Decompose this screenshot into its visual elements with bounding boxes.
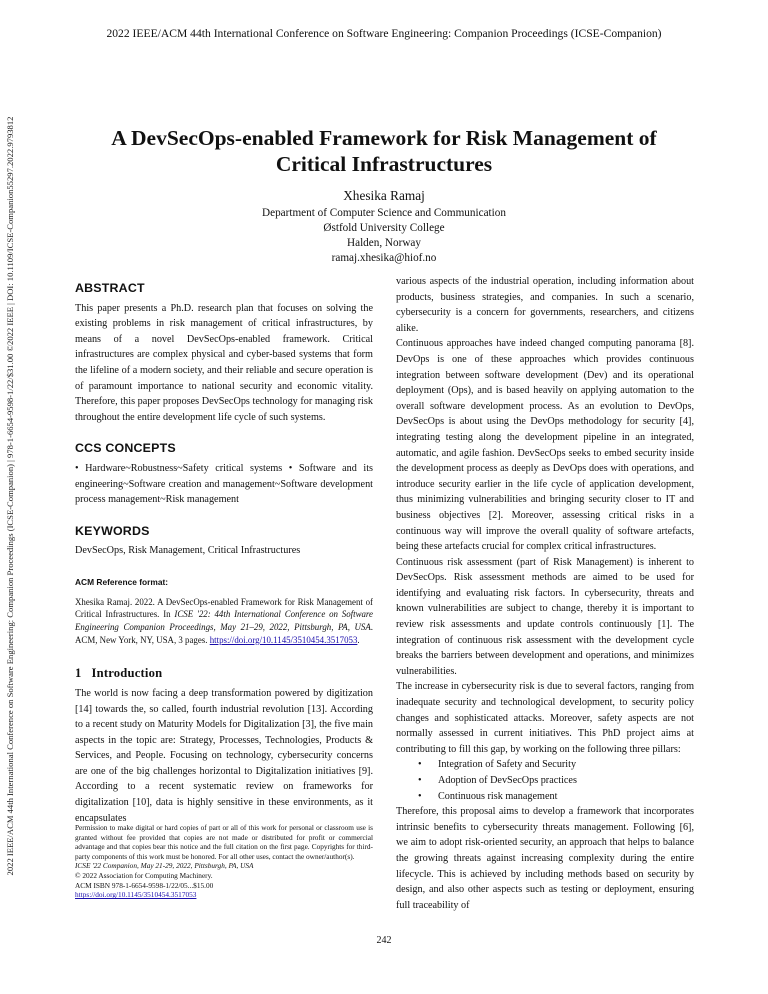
ccs-heading: CCS CONCEPTS xyxy=(75,441,176,456)
bullet-icon: • xyxy=(418,759,422,771)
reference-doi-suffix: . xyxy=(357,634,360,645)
college: Østfold University College xyxy=(323,222,445,234)
bullet-icon: • xyxy=(418,775,422,786)
title-line-2: Critical Infrastructures xyxy=(275,152,493,176)
body-paragraph-4: The increase in cybersecurity risk is due to several factors, ranging from inadequate security and technological development, to security policy changes and sophisticated attacks. Moreover, safety aspects are not normally assessed in current initiatives. This PhD project aims at contributing to fill this gap, by working on the following three pillars: xyxy=(396,681,694,755)
body-paragraph-2: Continuous approaches have indeed changed computing panorama [8]. DevOps is one of these approaches which provides continuous integration between software development (Dev) and its operational deployment (Ops), and is based heavily on applying automation to the overall software development process. As an evolution to DevOps, DevSecOps is about using the DevOps methodology for security [4], integrating testing along the development pipeline in an integrated, automatic, and agile fashion. DevSecOps seeks to embed security inside the development process as deeply as DevOps does with operations, and introduce security earlier in the life cycle of application development, thus minimizing vulnerabilities and bringing security closer to IT and business objectives [2]. Moreover, assessing critical risks in a continuous way will improve the overall quality of software artefacts, being these artefacts crucial for complex critical infrastructures. xyxy=(396,338,694,553)
permission-notice xyxy=(75,823,373,900)
list-item-text: Continuous risk management xyxy=(438,790,558,802)
introduction-heading: 1 Introduction xyxy=(75,666,163,681)
permission-text: Permission to make digital or hard copies of part or all of this work for personal or classroom use is granted without fee provided that copies are not made or distributed for profit or commercial advantage and that copies bear this notice and the full citation on the first page. Copyrights for third-party components of this work must be honored. For all other uses, contact the owner/author(s). xyxy=(75,823,373,861)
reference-citation: Xhesika Ramaj. 2022. A DevSecOps-enabled Framework for Risk Management of Critical Infrastructures. In xyxy=(75,596,373,620)
permission-venue xyxy=(75,861,373,871)
reference-venue: ICSE '22: 44th International Conference on Software Engineering Companion Proceedings, May 21–29, 2022, Pittsburgh, PA, USA xyxy=(75,609,373,632)
reference-publisher: . ACM, New York, NY, USA, 3 pages. xyxy=(75,621,373,645)
acm-reference-heading: ACM Reference format: xyxy=(75,576,169,587)
author-name: Xhesika Ramaj xyxy=(343,188,425,203)
introduction-section xyxy=(75,666,373,826)
list-item xyxy=(396,757,694,773)
body-paragraph-1: various aspects of the industrial operation, including information about products, business strategies, and companies. In such a scenario, cybersecurity is a concern for governments, researchers, and citizens alike. xyxy=(396,276,694,334)
affiliation xyxy=(0,206,768,266)
list-item-text: Adoption of DevSecOps practices xyxy=(438,775,577,786)
list-item-text: Integration of Safety and Security xyxy=(438,759,577,771)
ccs-section xyxy=(75,441,373,507)
acm-reference-section xyxy=(75,575,373,646)
abstract-text: This paper presents a Ph.D. research plan that focuses on solving the existing problems in risk management of critical infrastructures, by means of a novel DevSecOps-enabled framework. Critical infrastructures are complex physical and cyber-based systems that form the lifeline of a modern society, and their reliable and secure operation is of paramount importance to national security and economic vitality. Therefore, this paper proposes DevSecOps technology for managing risk throughout the entire development life cycle of such systems. xyxy=(75,302,373,423)
sidebar-text: 2022 IEEE/ACM 44th International Conference on Software Engineering: Companion Proceedings (ICSE-Companion) | 978-1-6654-9598-1/22/$31.00 ©2022 IEEE | DOI: 10.1109/ICSE-Companion55297.2022.9793812 xyxy=(5,116,15,876)
email[interactable]: ramaj.xhesika@hiof.no xyxy=(331,252,437,264)
keywords-heading: KEYWORDS xyxy=(75,523,150,538)
introduction-text: The world is now facing a deep transformation powered by digitization [14] towards the, so called, fourth industrial revolution [13]. According to a recent study on Maturity Models for Digitalization [3], the five main aspects in the topic are: Strategy, Processes, Technologies, Products & Services, and People. Focusing on technology, cybersecurity concerns are one of the big challenges horizontal to Digitalization initiatives [9]. According to a recent systematic review on frameworks for digitalization [10], data is highly sensitive in these environments, as it encapsulates xyxy=(75,687,373,824)
list-item xyxy=(396,789,694,805)
abstract-heading: ABSTRACT xyxy=(75,281,145,295)
location: Halden, Norway xyxy=(347,237,421,249)
list-item xyxy=(396,773,694,789)
right-column xyxy=(396,274,694,913)
permission-copyright: © 2022 Association for Computing Machinery. xyxy=(75,870,213,880)
page-number: 242 xyxy=(376,935,392,946)
bullet-icon: • xyxy=(418,790,422,802)
pillars-list xyxy=(396,757,694,804)
body-paragraph-3: Continuous risk assessment (part of Risk Management) is inherent to DevSecOps. Risk assessment methods are aimed to be used for identifying and evaluating risk factors. In cybersecurity, threats and known vulnerabilities are subject to change, thereby it is important to review risk assessments and update controls continuously [1]. The integration of continuous risk assessment with the development cycle breaks the barriers between development and operations, and minimizes vulnerabilities. xyxy=(396,556,694,677)
keywords-section xyxy=(75,524,373,559)
venue-text: ICSE '22 Companion, May 21-29, 2022, Pittsburgh, PA, USA xyxy=(75,861,254,871)
left-column xyxy=(75,281,373,842)
paper-title xyxy=(90,125,678,177)
keywords-text: DevSecOps, Risk Management, Critical Infrastructures xyxy=(75,545,301,557)
ccs-text: • Hardware~Robustness~Safety critical systems • Software and its engineering~Software creation and management~Software development process management~Risk management xyxy=(75,462,373,506)
reference-doi-link[interactable]: https://doi.org/10.1145/3510454.3517053 xyxy=(209,634,358,645)
abstract-section xyxy=(75,281,373,425)
body-paragraph-5: Therefore, this proposal aims to develop a framework that incorporates intrinsic benefits to cybersecurity threats management. Following [6], we aim to adopt risk-oriented security, an approach that helps to balance the growing threats against increasing complexity during the entire lifecycle. This is achieved by including methods based on security by design, and also other aspects such as testing or deployment, ensuring full traceability of xyxy=(396,806,694,911)
sidebar-citation xyxy=(3,0,17,994)
conference-header: 2022 IEEE/ACM 44th International Conference on Software Engineering: Companion Proceedings (ICSE-Companion) xyxy=(106,27,662,40)
permission-isbn: ACM ISBN 978-1-6654-9598-1/22/05...$15.00 xyxy=(75,880,214,890)
acm-reference-text xyxy=(75,596,373,647)
title-line-1: A DevSecOps-enabled Framework for Risk Management of xyxy=(111,126,657,150)
department: Department of Computer Science and Communication xyxy=(262,207,506,219)
permission-doi-link[interactable]: https://doi.org/10.1145/3510454.3517053 xyxy=(75,890,197,900)
